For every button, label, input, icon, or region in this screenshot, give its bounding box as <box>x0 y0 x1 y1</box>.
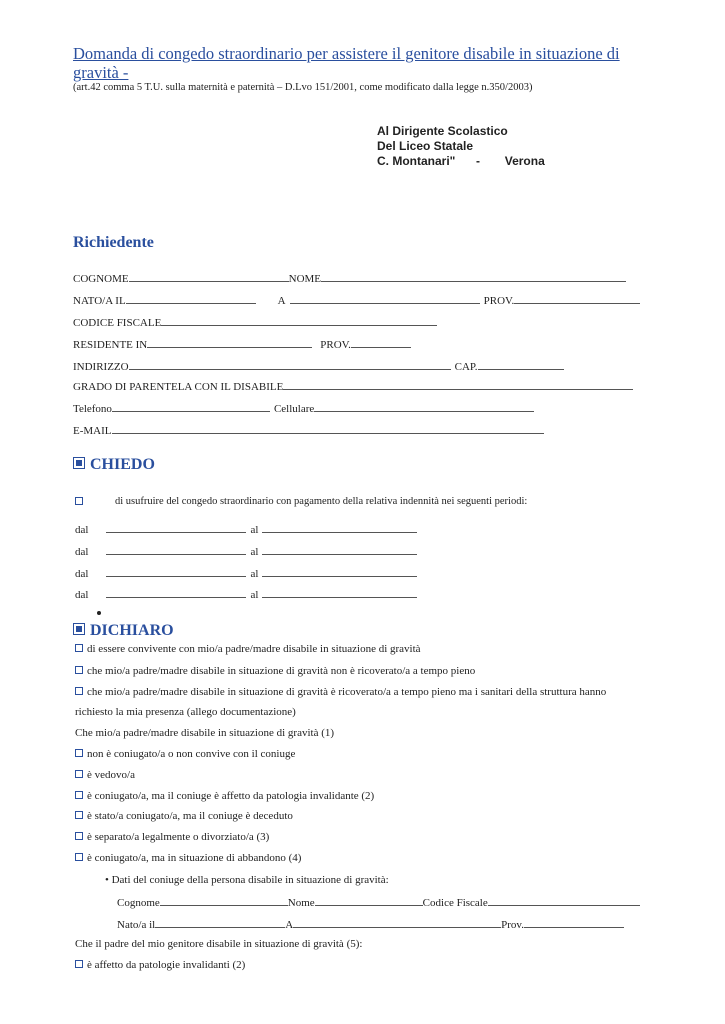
coniuge-prov-label: Prov. <box>501 919 524 931</box>
coniuge-bullet-text: Dati del coniuge della persona disabile in situazione di gravità: <box>111 874 389 886</box>
option-6-checkbox[interactable] <box>75 853 83 861</box>
option-3-text: è coniugato/a, ma il coniuge è affetto da patologia invalidante (2) <box>87 790 375 802</box>
coniuge-nato-field[interactable] <box>155 917 285 928</box>
option-3 <box>75 790 374 802</box>
nome-label: NOME <box>288 273 322 285</box>
coniuge-cf-label: Codice Fiscale <box>422 897 488 909</box>
item-1-checkbox[interactable] <box>75 644 83 652</box>
al-label: al <box>250 546 259 558</box>
option-3-checkbox[interactable] <box>75 791 83 799</box>
cellulare-field[interactable] <box>314 401 534 412</box>
option-6-text: è coniugato/a, ma in situazione di abbandono (4) <box>87 852 302 864</box>
nato-label: NATO/A IL <box>73 295 126 307</box>
dal-field-2[interactable] <box>106 544 246 555</box>
al-field-1[interactable] <box>262 522 417 533</box>
row-indirizzo <box>73 359 564 373</box>
dichiaro-intro-2: Che mio/a padre/madre disabile in situazione di gravità (1) <box>75 727 335 739</box>
dal-field-4[interactable] <box>106 587 246 598</box>
coniuge-nome-field[interactable] <box>315 895 423 906</box>
residente-label: RESIDENTE IN <box>73 339 148 351</box>
option-4 <box>75 810 293 822</box>
item-1-text: di essere convivente con mio/a padre/madre disabile in situazione di gravità <box>87 643 421 655</box>
option-2 <box>75 769 135 781</box>
option-7-checkbox[interactable] <box>75 960 83 968</box>
option-6 <box>75 852 301 864</box>
periodo-row-2 <box>75 544 417 558</box>
al-field-2[interactable] <box>262 544 417 555</box>
codice-fiscale-field[interactable] <box>161 315 437 326</box>
dal-label: dal <box>75 568 89 580</box>
residente-field[interactable] <box>147 337 312 348</box>
email-label: E-MAIL <box>73 425 112 437</box>
codice-fiscale-label: CODICE FISCALE <box>73 317 162 329</box>
option-4-text: è stato/a coniugato/a, ma il coniuge è deceduto <box>87 810 293 822</box>
coniuge-nato-label: Nato/a il <box>117 919 156 931</box>
checkbox-icon <box>73 457 85 469</box>
telefono-field[interactable] <box>112 401 270 412</box>
row-codice-fiscale <box>73 315 437 329</box>
separator: - <box>476 154 481 168</box>
al-label: al <box>250 589 259 601</box>
coniuge-cognome-field[interactable] <box>160 895 288 906</box>
chiedo-checkbox[interactable] <box>75 497 83 505</box>
al-field-4[interactable] <box>262 587 417 598</box>
dichiaro-item-1 <box>75 643 421 655</box>
addressee-line-2: Del Liceo Statale <box>377 139 474 153</box>
dal-label: dal <box>75 589 89 601</box>
coniuge-row-2 <box>117 917 624 931</box>
option-2-text: è vedovo/a <box>87 769 135 781</box>
document-subtitle: (art.42 comma 5 T.U. sulla maternità e paternità – D.Lvo 151/2001, come modificato dalla legge n.350/2003) <box>73 82 533 93</box>
row-email <box>73 423 544 437</box>
row-nato <box>73 293 640 307</box>
email-field[interactable] <box>112 423 544 434</box>
addressee-block <box>377 124 545 169</box>
row-cognome-nome <box>73 271 626 285</box>
telefono-label: Telefono <box>73 403 112 415</box>
item-3-text: che mio/a padre/madre disabile in situazione di gravità è ricoverato/a a tempo pieno ma i sanitari della struttura hanno <box>87 686 607 698</box>
option-2-checkbox[interactable] <box>75 770 83 778</box>
coniuge-nome-label: Nome <box>287 897 315 909</box>
prov-residenza-label: PROV. <box>320 339 351 351</box>
row-residente <box>73 337 411 351</box>
periodo-row-1 <box>75 522 417 536</box>
option-7 <box>75 959 245 971</box>
al-label: al <box>250 568 259 580</box>
nato-il-field[interactable] <box>126 293 256 304</box>
city-name: Verona <box>504 154 545 168</box>
coniuge-row-1 <box>117 895 640 909</box>
grado-label: GRADO DI PARENTELA CON IL DISABILE <box>73 381 284 393</box>
cellulare-label: Cellulare <box>273 403 315 415</box>
prov-label: PROV. <box>483 295 515 307</box>
addressee-line-3 <box>377 154 545 169</box>
school-name: C. Montanari" <box>377 154 456 168</box>
periodo-row-3 <box>75 566 417 580</box>
chiedo-heading <box>73 456 155 474</box>
grado-field[interactable] <box>283 379 633 390</box>
chiedo-option <box>75 496 527 507</box>
coniuge-a-label: A <box>285 919 294 931</box>
item-2-text: che mio/a padre/madre disabile in situazione di gravità non è ricoverato/a a tempo pieno <box>87 665 476 677</box>
periodo-row-4 <box>75 587 417 601</box>
dichiaro-item-3 <box>75 686 606 698</box>
option-1-checkbox[interactable] <box>75 749 83 757</box>
dichiaro-item-3-cont: richiesto la mia presenza (allego documentazione) <box>75 706 296 718</box>
checkbox-icon <box>73 623 85 635</box>
dichiaro-intro-3: Che il padre del mio genitore disabile in situazione di gravità (5): <box>75 938 363 950</box>
option-5-text: è separato/a legalmente o divorziato/a (3) <box>87 831 270 843</box>
dal-field-1[interactable] <box>106 522 246 533</box>
dal-field-3[interactable] <box>106 566 246 577</box>
bullet-icon: • <box>105 874 109 886</box>
coniuge-luogo-field[interactable] <box>293 917 501 928</box>
a-label: A <box>277 295 286 307</box>
prov-residenza-field[interactable] <box>351 337 411 348</box>
option-1-text: non è coniugato/a o non convive con il coniuge <box>87 748 296 760</box>
chiedo-label: CHIEDO <box>90 456 155 473</box>
dal-label: dal <box>75 524 89 536</box>
document-title: Domanda di congedo straordinario per assistere il genitore disabile in situazione di gravità - <box>73 44 620 82</box>
row-grado <box>73 379 633 393</box>
cognome-field[interactable] <box>129 271 289 282</box>
item-2-checkbox[interactable] <box>75 666 83 674</box>
indirizzo-label: INDIRIZZO <box>73 361 129 373</box>
nome-field[interactable] <box>321 271 626 282</box>
cap-field[interactable] <box>478 359 564 370</box>
coniuge-cf-field[interactable] <box>488 895 640 906</box>
al-label: al <box>250 524 259 536</box>
dal-label: dal <box>75 546 89 558</box>
addressee-line-1: Al Dirigente Scolastico <box>377 124 508 138</box>
chiedo-text: di usufruire del congedo straordinario con pagamento della relativa indennità nei seguenti periodi: <box>115 496 528 507</box>
dichiaro-label: DICHIARO <box>90 622 174 639</box>
al-field-3[interactable] <box>262 566 417 577</box>
dichiaro-heading <box>73 622 174 640</box>
row-telefono <box>73 401 534 415</box>
item-3-checkbox[interactable] <box>75 687 83 695</box>
indirizzo-field[interactable] <box>129 359 451 370</box>
prov-nascita-field[interactable] <box>514 293 640 304</box>
option-5 <box>75 831 269 843</box>
option-5-checkbox[interactable] <box>75 832 83 840</box>
coniuge-prov-field[interactable] <box>524 917 624 928</box>
dichiaro-item-2 <box>75 665 475 677</box>
bullet-dot <box>97 611 101 615</box>
richiedente-heading: Richiedente <box>73 234 154 251</box>
coniuge-bullet <box>105 874 389 886</box>
option-4-checkbox[interactable] <box>75 811 83 819</box>
option-1 <box>75 748 295 760</box>
coniuge-cognome-label: Cognome <box>117 897 160 909</box>
option-7-text: è affetto da patologie invalidanti (2) <box>87 959 246 971</box>
luogo-nascita-field[interactable] <box>290 293 480 304</box>
cap-label: CAP. <box>454 361 478 373</box>
cognome-label: COGNOME <box>73 273 129 285</box>
